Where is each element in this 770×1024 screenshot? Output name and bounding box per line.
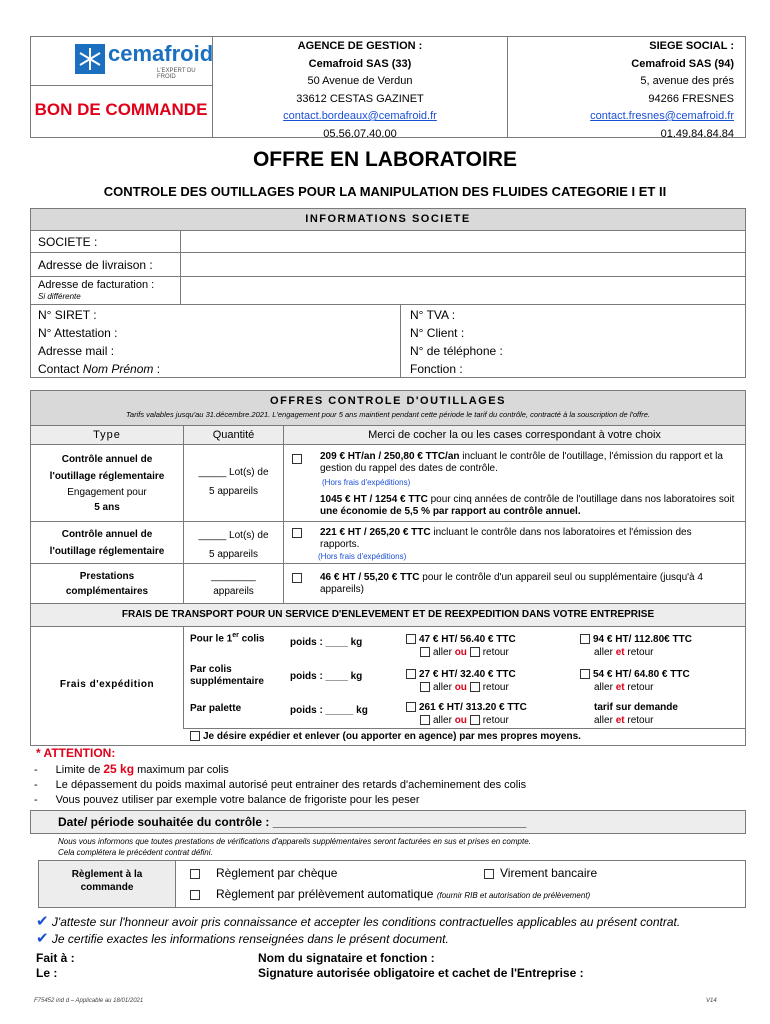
siege-title: SIEGE SOCIAL : [649,40,734,52]
col-choice: Merci de cocher la ou les cases correspondant à votre choix [368,429,661,441]
offres-heading: OFFRES CONTROLE D'OUTILLAGES [270,395,506,407]
transport-heading: FRAIS DE TRANSPORT POUR UN SERVICE D'ENLEVEMENT ET DE REEXPEDITION DANS VOTRE ENTREPRISE [121,609,655,620]
tr-r2-label: Par colis supplémentaire [190,664,264,687]
tr-r1-opt1-checkbox[interactable] [406,634,416,644]
siret-label: N° SIRET : [38,308,97,322]
info-heading: INFORMATIONS SOCIETE [31,209,745,230]
right-fields [410,306,503,378]
siege-address2: 94266 FRESNES [648,92,734,105]
facturation-input[interactable] [181,277,745,304]
row3-price: 46 € HT / 55,20 € TTC pour le contrôle d'un appareil seul ou supplémentaire (jusqu'à 4 appareils) [320,572,703,595]
row3-type: Prestations complémentaires [65,571,149,597]
siege-address1: 5, avenue des prés [640,75,734,87]
mail-label: Adresse mail : [38,344,115,358]
tr-r1-retour-checkbox[interactable] [470,647,480,657]
prelevement-checkbox[interactable] [190,890,200,900]
row1-engagement: Engagement pour 5 ans [67,487,147,513]
attest-1: ✔ J'atteste sur l'honneur avoir pris connaissance et accepter les conditions contractuelles applicables au présent contrat. [36,913,681,930]
fonction-label: Fonction : [410,362,463,376]
client-label: N° Client : [410,326,465,340]
logo-text: cemafroid [108,41,214,66]
tr-r1-opt2: 94 € HT/ 112.80€ TTC aller et retour [580,633,692,659]
tr-r2-poids[interactable]: poids : ____ kg [290,671,363,682]
societe-label: SOCIETE : [38,235,98,249]
tr-r2-opt2-checkbox[interactable] [580,669,590,679]
tr-r1-poids[interactable]: poids : ____ kg [290,637,363,648]
tel-label: N° de téléphone : [410,344,503,358]
virement-checkbox[interactable] [484,869,494,879]
tr-r2-opt1-checkbox[interactable] [406,669,416,679]
tr-r1-aller-checkbox[interactable] [420,647,430,657]
tr-r3-opt2: tarif sur demande aller et retour [594,702,678,726]
tr-r2-retour-checkbox[interactable] [470,682,480,692]
info-note: Nous vous informons que toutes prestations de vérifications d'appareils supplémentaires seront facturées en sus et prises en compte. Cela complétera le précédent contrat défini. [58,837,531,857]
row3-qty: ________ appareils [211,571,256,597]
left-fields [38,306,160,378]
page-title: OFFRE EN LABORATOIRE [252,148,518,171]
page-subtitle: CONTROLE DES OUTILLAGES POUR LA MANIPULATION DES FLUIDES CATEGORIE I ET II [103,184,667,199]
date-field[interactable]: Date/ période souhaitée du contrôle : ______________________________________ [58,815,527,829]
row3-checkbox[interactable] [292,573,302,583]
siret-input[interactable] [160,306,398,324]
sign-right: Nom du signataire et fonction : Signature autorisée obligatoire et cachet de l'Entreprise : [258,951,584,980]
row2-type: Contrôle annuel de l'outillage réglementaire [49,529,165,557]
cheque-checkbox[interactable] [190,869,200,879]
contact-label: Contact Nom Prénom : [38,362,161,376]
doc-type: BON DE COMMANDE [34,100,208,119]
agence-email-link[interactable]: contact.bordeaux@cemafroid.fr [283,110,437,122]
row1-hors: (Hors frais d'expéditions) [322,478,411,487]
row1-type: Contrôle annuel de l'outillage réglementaire [49,454,165,482]
agence-block [213,38,507,143]
siege-email-link[interactable]: contact.fresnes@cemafroid.fr [590,110,734,122]
siege-phone: 01.49.84.84.84 [660,127,734,140]
tr-r1-label: Pour le 1er colis [190,632,265,645]
livraison-input[interactable] [181,253,745,276]
tr-self-checkbox[interactable] [190,731,200,741]
payment-label: Règlement à la commande [71,869,143,893]
transport-label: Frais d'expédition [59,679,155,690]
row2-checkbox[interactable] [292,528,302,538]
tr-r3-aller-checkbox[interactable] [420,715,430,725]
facturation-note: Si différente [38,292,81,301]
row1-price2: 1045 € HT / 1254 € TTC pour cinq années de contrôle de l'outillage dans nos laboratoires soit une économie de 5,5 % par rapport au contrôle annuel. [320,494,735,517]
societe-input[interactable] [181,231,745,252]
col-qty: Quantité [212,429,255,441]
siege-block [508,38,746,143]
attest-2: ✔ Je certifie exactes les informations renseignées dans le présent document. [36,930,449,947]
tr-r2-aller-checkbox[interactable] [420,682,430,692]
livraison-label: Adresse de livraison : [38,258,153,272]
tr-r3-poids[interactable]: poids : _____ kg [290,705,368,716]
row1-qty: _____ Lot(s) de 5 appareils [198,467,269,497]
row2-price: 221 € HT / 265,20 € TTC incluant le contrôle dans nos laboratoires et l'émission des rapports. [320,527,692,550]
agence-address2: 33612 CESTAS GAZINET [296,92,424,105]
payment-virement[interactable]: Virement bancaire [484,866,597,880]
tr-r3-opt1: 261 € HT/ 313.20 € TTC aller ou retour [406,701,527,727]
tr-r1-opt1: 47 € HT/ 56.40 € TTC aller ou retour [406,633,516,659]
tr-r3-label: Par palette [190,703,242,714]
tva-input[interactable] [520,306,744,324]
logo-tagline: L'EXPERT DU FROID [157,68,196,80]
tr-self-option: Je désire expédier et enlever (ou apporter en agence) par mes propres moyens. [190,731,581,742]
row2-qty: _____ Lot(s) de 5 appareils [198,530,269,560]
check-icon: ✔ [36,930,49,947]
tva-label: N° TVA : [410,308,456,322]
row2-hors: (Hors frais d'expéditions) [318,552,407,561]
cemafroid-logo [75,42,215,82]
agence-name: Cemafroid SAS (33) [308,57,412,70]
snowflake-icon [75,44,105,74]
agence-address1: 50 Avenue de Verdun [307,75,413,87]
attention-title: * ATTENTION: [36,746,116,760]
siege-name: Cemafroid SAS (94) [631,57,734,70]
tr-r2-opt1: 27 € HT/ 32.40 € TTC aller ou retour [406,668,516,694]
tr-r2-opt2: 54 € HT/ 64.80 € TTC aller et retour [580,668,690,694]
offres-note: Tarifs valables jusqu'au 31.décembre.2021. L'engagement pour 5 ans maintient pendant cette période le tarif du contrôle, contracté à la souscription de l'offre. [126,410,650,419]
attention-list: - Limite de 25 kg maximum par colis - Le dépassement du poids maximal autorisé peut entrainer des retards d'acheminement des colis - Vous pouvez utiliser par exemple votre balance de frigoriste pour les peser [34,762,527,806]
row1-price: 209 € HT/an / 250,80 € TTC/an incluant le contrôle de l'outillage, l'émission du rapport et la gestion du rappel des dates de contrôle. [320,451,723,474]
agence-phone: 05.56.07.40.00 [323,127,397,140]
sign-left: Fait à : Le : [36,951,75,980]
payment-cheque[interactable]: Règlement par chèque [190,866,337,880]
row1-checkbox[interactable] [292,454,302,464]
facturation-label: Adresse de facturation : [38,279,155,291]
payment-prelevement[interactable]: Règlement par prélèvement automatique (fournir RIB et autorisation de prélèvement) [190,887,590,901]
tr-r1-opt2-checkbox[interactable] [580,634,590,644]
agence-title: AGENCE DE GESTION : [297,40,423,52]
check-icon: ✔ [36,913,49,930]
tr-r3-retour-checkbox[interactable] [470,715,480,725]
tr-r3-opt1-checkbox[interactable] [406,702,416,712]
footer-right: V14 [706,998,717,1004]
attestation-label: N° Attestation : [38,326,118,340]
col-type: Type [93,429,121,441]
footer-left: F75452 ind d – Applicable au 18/01/2021 [34,998,144,1004]
